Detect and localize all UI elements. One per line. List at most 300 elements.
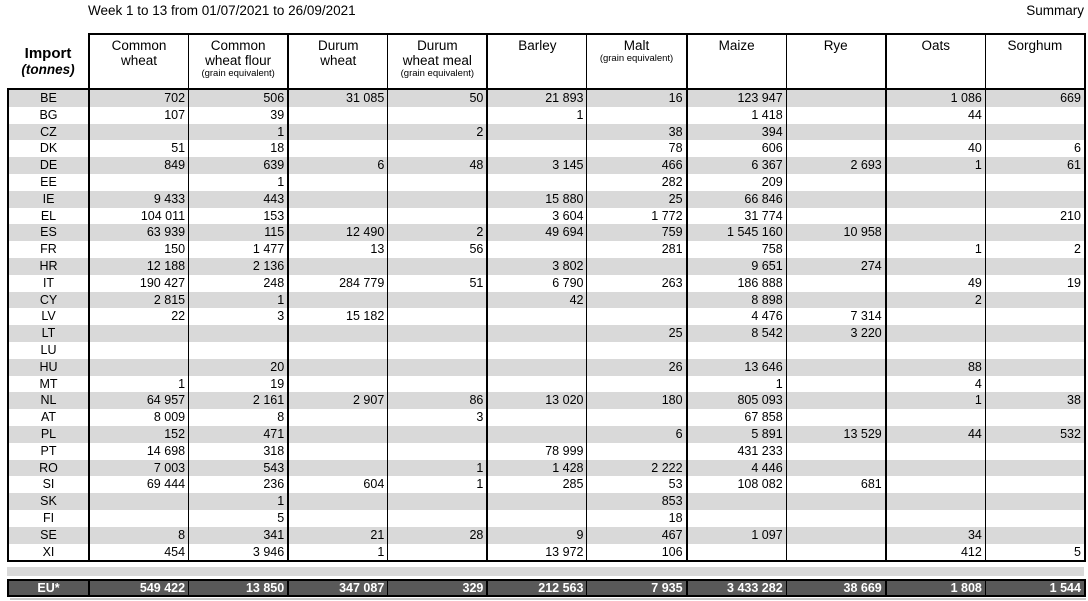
value-cell: [786, 107, 886, 124]
country-code: BE: [8, 89, 89, 107]
value-cell: [786, 409, 886, 426]
value-cell: 180: [587, 392, 687, 409]
value-cell: 4: [886, 376, 986, 393]
value-cell: 48: [388, 157, 488, 174]
value-cell: 13 972: [487, 544, 587, 562]
table-row: [8, 426, 1085, 443]
table-row: [8, 208, 1085, 225]
value-cell: [587, 342, 687, 359]
value-cell: 263: [587, 275, 687, 292]
value-cell: 56: [388, 241, 488, 258]
table-row: [8, 460, 1085, 477]
value-cell: 150: [89, 241, 189, 258]
value-cell: 42: [487, 292, 587, 309]
country-code: RO: [8, 460, 89, 477]
value-cell: 467: [587, 527, 687, 544]
value-cell: 25: [587, 191, 687, 208]
value-cell: [886, 460, 986, 477]
value-cell: [288, 409, 388, 426]
value-cell: [786, 241, 886, 258]
value-cell: 2 815: [89, 292, 189, 309]
import-tonnes-header: [8, 34, 89, 89]
value-cell: [985, 107, 1085, 124]
value-cell: [985, 342, 1085, 359]
table-row: [8, 107, 1085, 124]
value-cell: [985, 325, 1085, 342]
value-cell: 758: [687, 241, 787, 258]
value-cell: 44: [886, 107, 986, 124]
value-cell: 2 161: [189, 392, 289, 409]
column-subheader: (grain equivalent): [599, 53, 674, 64]
value-cell: 25: [587, 325, 687, 342]
value-cell: [985, 359, 1085, 376]
value-cell: [687, 493, 787, 510]
country-code: DE: [8, 157, 89, 174]
total-value-cell: 3 433 282: [687, 580, 787, 596]
column-header-label: Malt: [623, 38, 650, 53]
value-cell: 853: [587, 493, 687, 510]
value-cell: [288, 191, 388, 208]
import-table: [7, 33, 1086, 562]
value-cell: 849: [89, 157, 189, 174]
value-cell: 39: [189, 107, 289, 124]
value-cell: [786, 124, 886, 141]
value-cell: 1: [189, 493, 289, 510]
value-cell: [288, 426, 388, 443]
value-cell: 15 880: [487, 191, 587, 208]
value-cell: [786, 493, 886, 510]
value-cell: 274: [786, 258, 886, 275]
value-cell: [786, 544, 886, 562]
value-cell: 31 774: [687, 208, 787, 225]
value-cell: [786, 174, 886, 191]
value-cell: [388, 426, 488, 443]
country-code: DK: [8, 140, 89, 157]
value-cell: 13 529: [786, 426, 886, 443]
value-cell: 153: [189, 208, 289, 225]
value-cell: 50: [388, 89, 488, 107]
table-row: [8, 443, 1085, 460]
column-header: [189, 34, 289, 89]
value-cell: 1 772: [587, 208, 687, 225]
value-cell: 64 957: [89, 392, 189, 409]
value-cell: 63 939: [89, 224, 189, 241]
value-cell: 318: [189, 443, 289, 460]
value-cell: 13 020: [487, 392, 587, 409]
value-cell: [487, 493, 587, 510]
value-cell: [388, 493, 488, 510]
value-cell: 209: [687, 174, 787, 191]
country-code: SE: [8, 527, 89, 544]
value-cell: [487, 510, 587, 527]
table-row: [8, 241, 1085, 258]
value-cell: 44: [886, 426, 986, 443]
value-cell: 28: [388, 527, 488, 544]
value-cell: 805 093: [687, 392, 787, 409]
value-cell: 7 003: [89, 460, 189, 477]
value-cell: [288, 342, 388, 359]
value-cell: 3 145: [487, 157, 587, 174]
value-cell: 8 542: [687, 325, 787, 342]
value-cell: [886, 308, 986, 325]
page-title: Week 1 to 13 from 01/07/2021 to 26/09/2021: [88, 3, 356, 18]
value-cell: [985, 476, 1085, 493]
value-cell: [886, 208, 986, 225]
table-row: [8, 359, 1085, 376]
value-cell: [886, 191, 986, 208]
value-cell: 1: [886, 241, 986, 258]
value-cell: [985, 527, 1085, 544]
value-cell: [886, 443, 986, 460]
value-cell: 681: [786, 476, 886, 493]
value-cell: 394: [687, 124, 787, 141]
value-cell: 543: [189, 460, 289, 477]
country-code: AT: [8, 409, 89, 426]
value-cell: 1: [189, 292, 289, 309]
total-value-cell: 13 850: [189, 580, 289, 596]
country-code: SI: [8, 476, 89, 493]
value-cell: [687, 342, 787, 359]
value-cell: 31 085: [288, 89, 388, 107]
value-cell: [487, 342, 587, 359]
table-row: [8, 89, 1085, 107]
value-cell: [786, 443, 886, 460]
spacer-band: [7, 567, 1084, 576]
country-code: HR: [8, 258, 89, 275]
value-cell: 1: [487, 107, 587, 124]
table-row: [8, 476, 1085, 493]
table-row: [8, 308, 1085, 325]
value-cell: [89, 493, 189, 510]
value-cell: [886, 124, 986, 141]
value-cell: [487, 426, 587, 443]
value-cell: 1: [89, 376, 189, 393]
value-cell: [985, 376, 1085, 393]
value-cell: [388, 544, 488, 562]
value-cell: 18: [189, 140, 289, 157]
table-row: [8, 510, 1085, 527]
value-cell: [288, 140, 388, 157]
value-cell: [89, 124, 189, 141]
value-cell: [985, 443, 1085, 460]
value-cell: 51: [388, 275, 488, 292]
value-cell: [388, 258, 488, 275]
value-cell: 6 790: [487, 275, 587, 292]
value-cell: [786, 376, 886, 393]
value-cell: [985, 308, 1085, 325]
value-cell: [388, 174, 488, 191]
value-cell: [786, 89, 886, 107]
value-cell: [189, 325, 289, 342]
value-cell: 40: [886, 140, 986, 157]
column-header-label: Oats: [921, 38, 951, 53]
value-cell: [288, 376, 388, 393]
value-cell: [786, 527, 886, 544]
value-cell: 506: [189, 89, 289, 107]
value-cell: 1: [189, 124, 289, 141]
column-header: [388, 34, 488, 89]
column-header-label: Durum: [417, 38, 458, 53]
value-cell: 4 476: [687, 308, 787, 325]
value-cell: 454: [89, 544, 189, 562]
value-cell: 6: [587, 426, 687, 443]
value-cell: 86: [388, 392, 488, 409]
country-code: LT: [8, 325, 89, 342]
value-cell: [886, 510, 986, 527]
column-header-label: Common: [111, 38, 167, 53]
value-cell: 2: [886, 292, 986, 309]
value-cell: 1 545 160: [687, 224, 787, 241]
total-value-cell: 7 935: [587, 580, 687, 596]
value-cell: [985, 409, 1085, 426]
value-cell: 15 182: [288, 308, 388, 325]
value-cell: 1 418: [687, 107, 787, 124]
value-cell: 190 427: [89, 275, 189, 292]
value-cell: 2 136: [189, 258, 289, 275]
value-cell: [786, 292, 886, 309]
value-cell: 1: [388, 460, 488, 477]
value-cell: 210: [985, 208, 1085, 225]
country-code: EE: [8, 174, 89, 191]
column-header: [587, 34, 687, 89]
value-cell: 604: [288, 476, 388, 493]
value-cell: 6 367: [687, 157, 787, 174]
value-cell: [388, 292, 488, 309]
table-row: [8, 157, 1085, 174]
value-cell: 284 779: [288, 275, 388, 292]
value-cell: 38: [587, 124, 687, 141]
value-cell: 53: [587, 476, 687, 493]
value-cell: 285: [487, 476, 587, 493]
value-cell: 4 446: [687, 460, 787, 477]
value-cell: [487, 359, 587, 376]
value-cell: 412: [886, 544, 986, 562]
value-cell: 2: [388, 224, 488, 241]
value-cell: 282: [587, 174, 687, 191]
country-code: FR: [8, 241, 89, 258]
value-cell: 19: [189, 376, 289, 393]
value-cell: 13 646: [687, 359, 787, 376]
value-cell: 108 082: [687, 476, 787, 493]
value-cell: 639: [189, 157, 289, 174]
column-header: [487, 34, 587, 89]
value-cell: 5 891: [687, 426, 787, 443]
country-code: IE: [8, 191, 89, 208]
value-cell: 1 477: [189, 241, 289, 258]
value-cell: [587, 107, 687, 124]
value-cell: [985, 224, 1085, 241]
value-cell: [687, 544, 787, 562]
value-cell: 19: [985, 275, 1085, 292]
country-code: NL: [8, 392, 89, 409]
value-cell: 1: [388, 476, 488, 493]
table-row: [8, 224, 1085, 241]
value-cell: 61: [985, 157, 1085, 174]
value-cell: 12 490: [288, 224, 388, 241]
country-code: ES: [8, 224, 89, 241]
value-cell: 3 220: [786, 325, 886, 342]
table-row: [8, 392, 1085, 409]
total-value-cell: 347 087: [288, 580, 388, 596]
value-cell: 38: [985, 392, 1085, 409]
bottom-shadow: [10, 598, 1086, 600]
value-cell: [786, 208, 886, 225]
value-cell: [388, 191, 488, 208]
table-row: [8, 493, 1085, 510]
value-cell: 236: [189, 476, 289, 493]
value-cell: 69 444: [89, 476, 189, 493]
value-cell: 9 651: [687, 258, 787, 275]
value-cell: [587, 258, 687, 275]
value-cell: [388, 308, 488, 325]
value-cell: [587, 409, 687, 426]
value-cell: 8: [189, 409, 289, 426]
column-header-label: wheat flour: [205, 53, 272, 68]
value-cell: 78: [587, 140, 687, 157]
value-cell: [388, 107, 488, 124]
value-cell: 8 898: [687, 292, 787, 309]
column-header: [288, 34, 388, 89]
value-cell: 1: [189, 174, 289, 191]
value-cell: 1: [288, 544, 388, 562]
value-cell: 10 958: [786, 224, 886, 241]
value-cell: [886, 409, 986, 426]
value-cell: [587, 376, 687, 393]
value-cell: [487, 241, 587, 258]
table-row: [8, 258, 1085, 275]
value-cell: 104 011: [89, 208, 189, 225]
value-cell: 51: [89, 140, 189, 157]
value-cell: [388, 342, 488, 359]
value-cell: [985, 258, 1085, 275]
column-header-label: Barley: [518, 38, 557, 53]
value-cell: 2 693: [786, 157, 886, 174]
value-cell: 471: [189, 426, 289, 443]
value-cell: 9: [487, 527, 587, 544]
value-cell: 152: [89, 426, 189, 443]
value-cell: 2: [985, 241, 1085, 258]
column-header-label: Rye: [823, 38, 848, 53]
value-cell: 3 604: [487, 208, 587, 225]
table-header-row: [8, 34, 1085, 89]
table-row: [8, 174, 1085, 191]
value-cell: [886, 174, 986, 191]
country-code: HU: [8, 359, 89, 376]
value-cell: [487, 409, 587, 426]
value-cell: 3 802: [487, 258, 587, 275]
value-cell: 2: [388, 124, 488, 141]
value-cell: [288, 443, 388, 460]
total-value-cell: 1 544: [985, 580, 1085, 596]
value-cell: [985, 460, 1085, 477]
country-code: LU: [8, 342, 89, 359]
value-cell: 88: [886, 359, 986, 376]
value-cell: [288, 107, 388, 124]
value-cell: 8: [89, 527, 189, 544]
value-cell: [886, 224, 986, 241]
value-cell: 5: [189, 510, 289, 527]
value-cell: [786, 392, 886, 409]
value-cell: [886, 342, 986, 359]
value-cell: 1 086: [886, 89, 986, 107]
value-cell: 669: [985, 89, 1085, 107]
value-cell: 107: [89, 107, 189, 124]
country-code: IT: [8, 275, 89, 292]
value-cell: 281: [587, 241, 687, 258]
value-cell: [886, 493, 986, 510]
value-cell: [288, 174, 388, 191]
value-cell: 5: [985, 544, 1085, 562]
value-cell: 26: [587, 359, 687, 376]
value-cell: [886, 258, 986, 275]
country-code: PL: [8, 426, 89, 443]
value-cell: 431 233: [687, 443, 787, 460]
value-cell: [388, 359, 488, 376]
value-cell: 3: [189, 308, 289, 325]
country-code: CY: [8, 292, 89, 309]
value-cell: [786, 510, 886, 527]
value-cell: 78 999: [487, 443, 587, 460]
value-cell: [89, 174, 189, 191]
value-cell: 67 858: [687, 409, 787, 426]
value-cell: [288, 460, 388, 477]
value-cell: 22: [89, 308, 189, 325]
country-code: MT: [8, 376, 89, 393]
value-cell: [687, 510, 787, 527]
value-cell: [487, 140, 587, 157]
value-cell: 34: [886, 527, 986, 544]
value-cell: 7 314: [786, 308, 886, 325]
total-value-cell: 212 563: [487, 580, 587, 596]
summary-label: Summary: [1026, 3, 1084, 18]
column-header-label: Common: [210, 38, 266, 53]
value-cell: [288, 258, 388, 275]
value-cell: 1: [886, 392, 986, 409]
value-cell: [89, 342, 189, 359]
country-code: LV: [8, 308, 89, 325]
value-cell: 13: [288, 241, 388, 258]
value-cell: [985, 191, 1085, 208]
value-cell: [985, 493, 1085, 510]
country-code: FI: [8, 510, 89, 527]
column-header: [886, 34, 986, 89]
value-cell: 14 698: [89, 443, 189, 460]
value-cell: [388, 510, 488, 527]
value-cell: [786, 460, 886, 477]
value-cell: [786, 342, 886, 359]
country-code: BG: [8, 107, 89, 124]
import-label: Import: [24, 45, 72, 62]
value-cell: [886, 476, 986, 493]
eu-total-label: EU*: [8, 580, 89, 596]
column-header-label: Maize: [718, 38, 755, 53]
value-cell: 115: [189, 224, 289, 241]
table-row: [8, 409, 1085, 426]
table-row: [8, 292, 1085, 309]
value-cell: 702: [89, 89, 189, 107]
table-row: [8, 275, 1085, 292]
value-cell: [487, 174, 587, 191]
country-code: PT: [8, 443, 89, 460]
value-cell: [189, 342, 289, 359]
value-cell: 123 947: [687, 89, 787, 107]
column-header: [89, 34, 189, 89]
value-cell: 6: [985, 140, 1085, 157]
total-value-cell: 329: [388, 580, 488, 596]
value-cell: [288, 325, 388, 342]
value-cell: [288, 124, 388, 141]
column-header: [687, 34, 787, 89]
